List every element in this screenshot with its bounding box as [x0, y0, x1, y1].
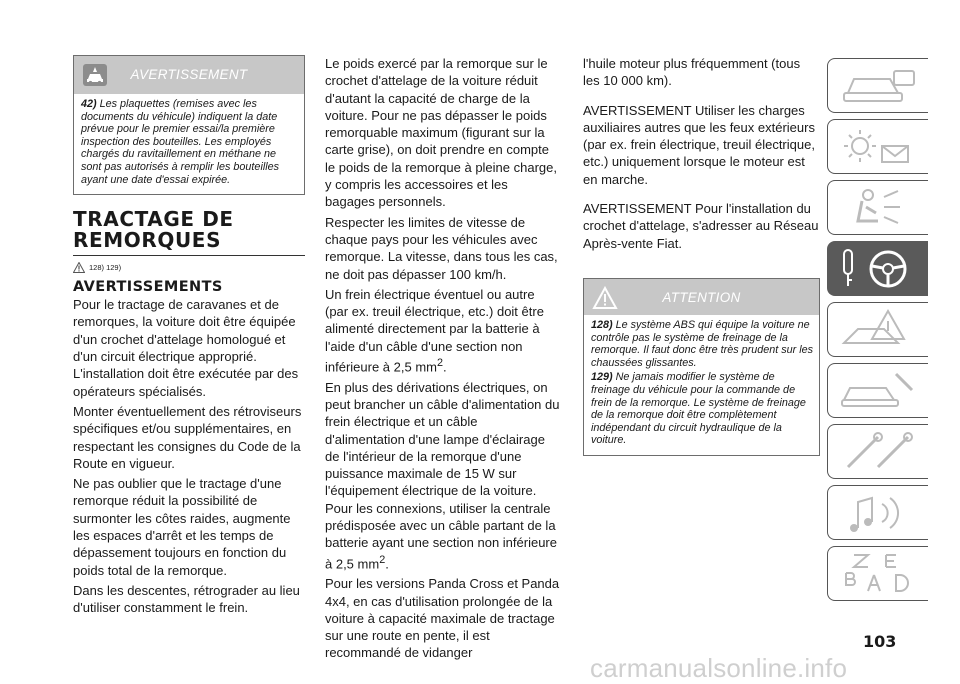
- page-number: 103: [863, 632, 897, 651]
- tab-car-dashboard[interactable]: [827, 58, 928, 113]
- section-title: [73, 209, 305, 256]
- paragraph-text: En plus des dérivations électriques, on peut brancher un câble d'alimentation du frein électrique et un câble d'alimentation d'une lampe d'éclairage de l'intérieur de la remorque d'une puissance maximale de 15 W sur l'équipement électrique de la voiture. Pour les connexions, utiliser la centrale prédisposée avec un câble partant de la batterie ayant une section non inférieure à 2,5 mm: [325, 379, 560, 571]
- car-dashboard-icon: [838, 65, 918, 107]
- paragraph-text: Un frein électrique éventuel ou autre (par ex. treuil électrique, etc.) doit être alimenté directement par la batterie à l'aide d'un câble d'une section non inférieure à 2,5 mm: [325, 286, 544, 375]
- warning-box-header: [74, 56, 304, 94]
- chapter-sidebar: [827, 58, 928, 607]
- warning-refs: [73, 262, 305, 273]
- paragraph: Dans les descentes, rétrograder au lieu d'utiliser constamment le frein.: [73, 582, 300, 616]
- paragraph-end: .: [443, 359, 447, 375]
- tab-warning-road[interactable]: [827, 302, 928, 357]
- car-wrench-icon: [838, 370, 918, 412]
- attention-text: Le système ABS qui équipe la voiture ne contrôle pas le système de freinage de la remorque. Il faut donc être très prudent sur les chaussées glissantes.: [591, 318, 814, 369]
- left-column: [73, 55, 305, 620]
- paragraph: [325, 379, 560, 573]
- note-ref: 129): [591, 371, 613, 384]
- paragraph: Monter éventuellement des rétroviseurs spécifiques et/ou supplémentaires, en respectant les consignes du Code de la Route en vigueur.: [73, 403, 302, 471]
- warning-box-body: [74, 94, 304, 194]
- tab-lights-mail[interactable]: [827, 119, 928, 174]
- key-steering-wheel-icon: [838, 248, 918, 290]
- alphabetic-index-icon: [838, 553, 918, 595]
- tab-car-wrench[interactable]: [827, 363, 928, 418]
- note-ref: 128): [591, 318, 613, 331]
- superscript: 2: [379, 553, 386, 566]
- tab-key-steering-wheel[interactable]: [827, 241, 928, 296]
- warning-box-title: AVERTISSEMENT: [130, 67, 248, 82]
- note-ref: 42): [81, 98, 97, 110]
- attention-box-body: [584, 315, 819, 455]
- section-title-line-1: TRACTAGE DE: [73, 207, 234, 232]
- paragraph: Le poids exercé par la remorque sur le crochet d'attelage de la voiture réduit d'autant la capacité de charge de la voiture. Pour ne pas dépasser le poids remorquable maximum (figurant sur la carte grise), on doit prendre en compte le poids de la remorque à pleine charge, y compris les accessoires et les bagages personnels.: [325, 56, 557, 210]
- media-music-icon: [838, 492, 918, 534]
- subheading: AVERTISSEMENTS: [73, 279, 223, 296]
- section-title-line-2: REMORQUES: [73, 228, 222, 253]
- paragraph: Ne pas oublier que le tractage d'une remorque réduit la possibilité de surmonter les côtes raides, augmente les espaces d'arrêt et les temps de dépassement toujours en fonction du poids total de la remorque.: [73, 476, 291, 578]
- lights-mail-icon: [838, 126, 918, 168]
- airbag-seat-icon: [838, 187, 918, 229]
- superscript: 2: [437, 357, 444, 370]
- paragraph-end: .: [385, 555, 389, 571]
- warning-road-icon: [838, 309, 918, 351]
- paragraph: Pour les versions Panda Cross et Panda 4x4, en cas d'utilisation prolongée de la voiture à capacité maximale de tractage sur une route en pente, il est recommandé de vidanger: [325, 576, 560, 661]
- tab-alphabetic-index[interactable]: [827, 546, 928, 601]
- warning-box-text: Les plaquettes (remises avec les documents du véhicule) indiquent la date prévue pour le premier essai/la première inspection des bouteilles. Les employés chargés du ravitaillement en méthane ne sont pas autorisés à remplir les bouteilles ayant une date d'essai expirée.: [81, 98, 280, 186]
- attention-box-header: [584, 279, 819, 315]
- warning-triangle-icon: [73, 262, 85, 273]
- paragraph: Respecter les limites de vitesse de chaque pays pour les véhicules avec remorque. La vitesse, dans tous les cas, ne doit pas dépasser 100 km/h.: [325, 214, 558, 282]
- tab-airbag-seat[interactable]: [827, 180, 928, 235]
- paragraph: AVERTISSEMENT Utiliser les charges auxiliaires autres que les feux extérieurs (par ex. frein électrique, treuil électrique, etc.) uniquement lorsque le moteur est en marche.: [583, 102, 815, 187]
- paragraph: AVERTISSEMENT Pour l'installation du crochet d'attelage, s'adresser au Réseau Après-vente Fiat.: [583, 201, 819, 251]
- attention-box: [583, 278, 820, 456]
- refs-text: 128) 129): [89, 263, 122, 273]
- tools-icon: [838, 431, 918, 473]
- paragraph: [325, 286, 560, 376]
- paragraph: Pour le tractage de caravanes et de remorques, la voiture doit être équipée d'un crochet d'attelage homologué et d'un circuit électrique approprié. L'installation doit être exécutée par des opérateurs spécialisés.: [73, 297, 299, 399]
- right-column: [583, 55, 820, 456]
- warning-box: [73, 55, 305, 195]
- attention-text: Ne jamais modifier le système de freinage du véhicule pour la commande de frein de la remorque. Le système de freinage de la remorque doit être complètement indépendant du circuit hydraulique de la voiture.: [591, 371, 806, 447]
- paragraph: l'huile moteur plus fréquemment (tous les 10 000 km).: [583, 56, 801, 89]
- middle-column: [325, 55, 560, 665]
- attention-box-title: ATTENTION: [662, 289, 741, 305]
- tab-tools[interactable]: [827, 424, 928, 479]
- tab-media-music[interactable]: [827, 485, 928, 540]
- watermark: carmanualsonline.info: [590, 653, 848, 683]
